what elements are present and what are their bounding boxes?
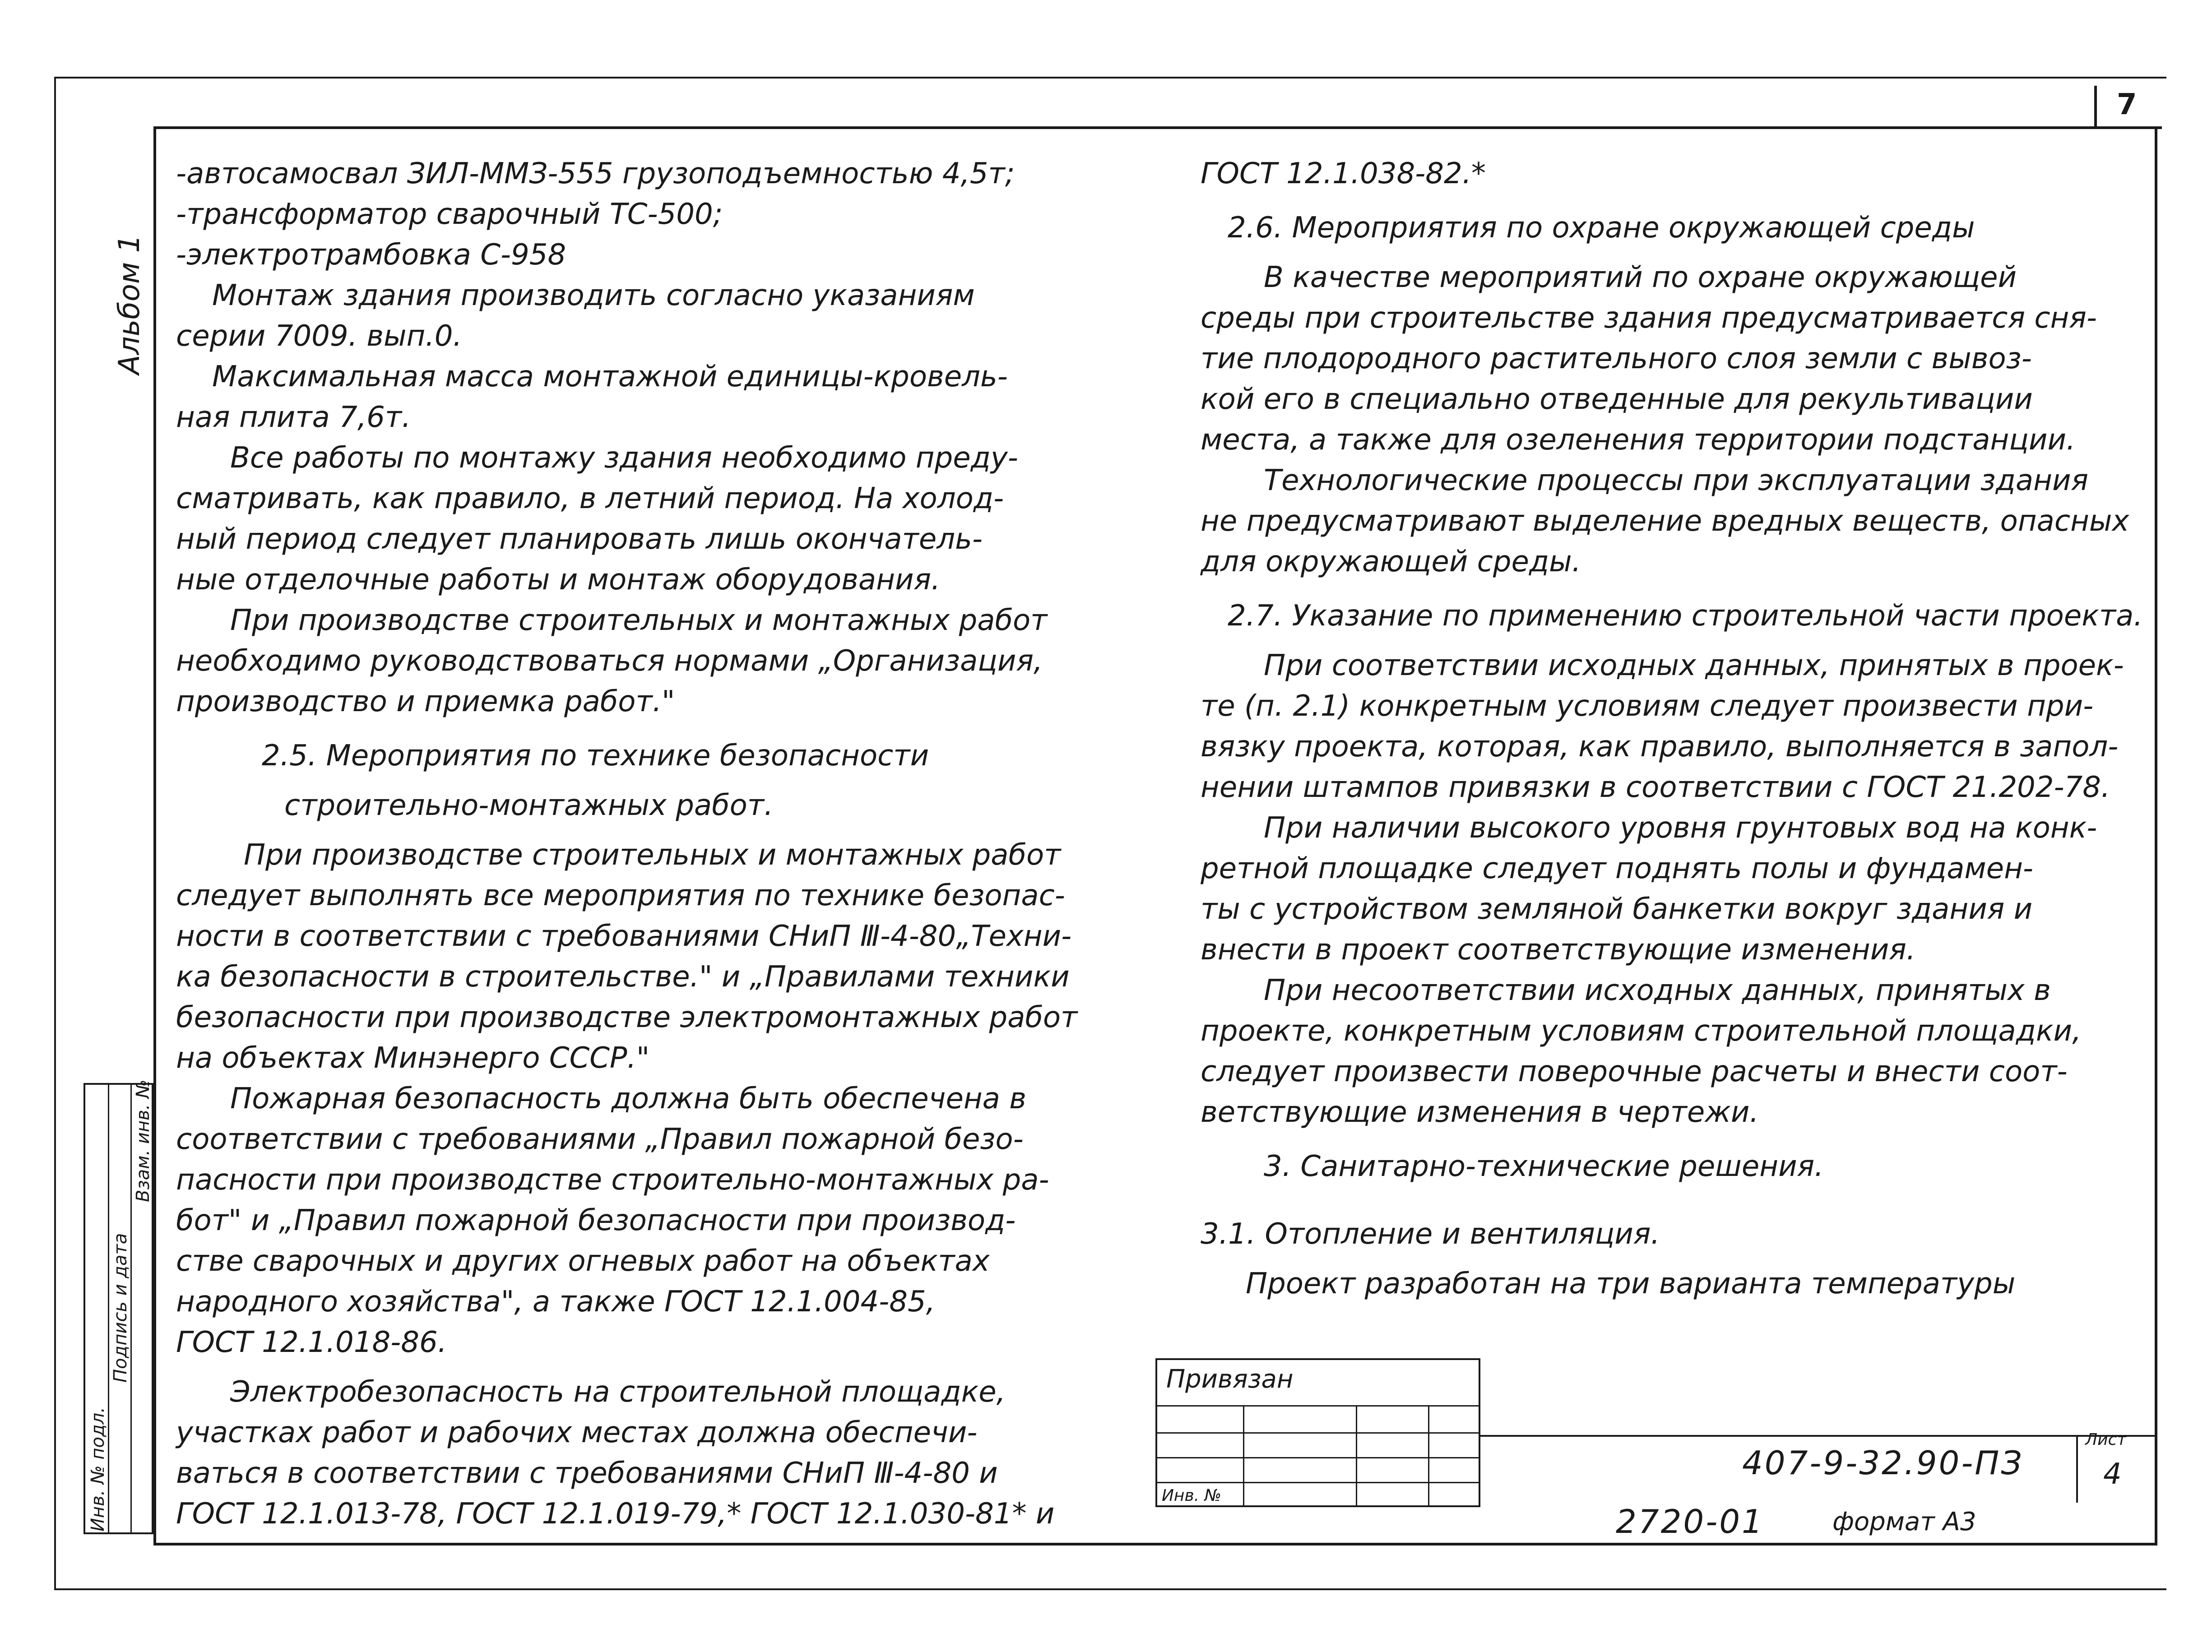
- text-line: проекте, конкретным условиям строительной площадки,: [1201, 1014, 2082, 1048]
- text-line: следует выполнять все мероприятия по технике безопас-: [176, 879, 1065, 912]
- text-line: ретной площадке следует поднять полы и фундамен-: [1201, 852, 2033, 885]
- text-line: участках работ и рабочих местах должна обеспечи-: [176, 1416, 978, 1449]
- stamp-row-line: [1157, 1405, 1479, 1407]
- side-stamp: [83, 1079, 153, 1534]
- stamp-col-line: [1356, 1405, 1357, 1505]
- section-heading: 3. Санитарно-технические решения.: [1264, 1150, 1824, 1183]
- text-line: ты с устройством земляной банкетки вокруг здания и: [1201, 893, 2033, 926]
- text-line: Все работы по монтажу здания необходимо преду-: [230, 441, 1018, 475]
- text-line: ка безопасности в строительстве." и „Правилами техники: [176, 960, 1070, 994]
- section-heading: 3.1. Отопление и вентиляция.: [1201, 1217, 1660, 1251]
- text-line: народного хозяйства", а также ГОСТ 12.1.004-85,: [176, 1285, 936, 1319]
- text-line: пасности при производстве строительно-монтажных ра-: [176, 1163, 1049, 1197]
- binding-label: Привязан: [1166, 1365, 1294, 1394]
- text-line: ГОСТ 12.1.038-82.*: [1201, 157, 1486, 190]
- sheet-label: Лист: [2085, 1430, 2127, 1449]
- text-line: Проект разработан на три варианта температуры: [1246, 1267, 2016, 1300]
- text-line: ГОСТ 12.1.013-78, ГОСТ 12.1.019-79,* ГОСТ 12.1.030-81* и: [176, 1497, 1055, 1531]
- stamp-col-line: [1243, 1405, 1244, 1505]
- text-line: ные отделочные работы и монтаж оборудования.: [176, 563, 941, 597]
- text-line: соответствии с требованиями „Правил пожарной безо-: [176, 1123, 1024, 1156]
- text-line: Технологические процессы при эксплуатации здания: [1264, 464, 2089, 497]
- page-number: 7: [2117, 88, 2137, 121]
- text-line: -электротрамбовка С-958: [176, 238, 566, 272]
- text-line: среды при строительстве здания предусматривается сня-: [1201, 301, 2097, 335]
- text-line: ный период следует планировать лишь окончатель-: [176, 523, 983, 556]
- text-line: тие плодородного растительного слоя земли с вывоз-: [1201, 342, 2032, 375]
- text-line: Монтаж здания производить согласно указаниям: [212, 279, 975, 312]
- album-label: Альбом 1: [113, 234, 146, 375]
- text-line: серии 7009. вып.0.: [176, 319, 462, 353]
- text-line: бот" и „Правил пожарной безопасности при производ-: [176, 1204, 1016, 1237]
- text-line: В качестве мероприятий по охране окружающей: [1264, 261, 2017, 294]
- text-line: -автосамосвал ЗИЛ-ММЗ-555 грузоподъемностью 4,5т;: [176, 157, 1015, 190]
- inventory-label: Инв. №: [1162, 1486, 1222, 1505]
- text-line: При производстве строительных и монтажных работ: [230, 604, 1048, 637]
- text-line: -трансформатор сварочный ТС-500;: [176, 198, 723, 231]
- format-label: формат А3: [1832, 1507, 1976, 1536]
- text-line: внести в проект соответствующие изменения.: [1201, 933, 1916, 967]
- left-border-line: [54, 77, 56, 1590]
- text-line: кой его в специально отведенные для рекультивации: [1201, 383, 2033, 416]
- text-line: вязку проекта, которая, как правило, выполняется в запол-: [1201, 730, 2119, 764]
- text-line: не предусматривают выделение вредных веществ, опасных: [1201, 504, 2129, 538]
- right-text-column: [1201, 153, 2143, 1304]
- text-line: сматривать, как правило, в летний период. На холод-: [176, 482, 1004, 515]
- text-line: для окружающей среды.: [1201, 545, 1581, 578]
- document-code: 407-9-32.90-ПЗ: [1742, 1444, 2024, 1482]
- text-line: производство и приемка работ.": [176, 685, 675, 718]
- text-line: При соответствии исходных данных, принятых в проек-: [1264, 649, 2124, 682]
- top-border-line: [54, 77, 2166, 79]
- section-heading: 2.5. Мероприятия по технике безопасности: [262, 739, 929, 773]
- text-line: ваться в соответствии с требованиями СНиП Ⅲ-4-80 и: [176, 1457, 998, 1490]
- text-line: ветствующие изменения в чертежи.: [1201, 1096, 1759, 1129]
- text-line: необходимо руководствоваться нормами „Организация,: [176, 644, 1043, 678]
- text-line: нении штампов привязки в соответствии с ГОСТ 21.202-78.: [1201, 771, 2110, 804]
- text-line: ГОСТ 12.1.018-86.: [176, 1326, 447, 1359]
- text-line: на объектах Минэнерго СССР.": [176, 1041, 650, 1075]
- text-line: ная плита 7,6т.: [176, 401, 411, 434]
- stamp-row-line: [1157, 1457, 1479, 1458]
- sheet-number: 4: [2103, 1458, 2122, 1491]
- stamp-row-line: [1157, 1482, 1479, 1483]
- text-line: ности в соответствии с требованиями СНиП Ⅲ-4-80„Техни-: [176, 920, 1072, 953]
- binding-stamp: [1155, 1358, 1480, 1507]
- text-line: Максимальная масса монтажной единицы-кровель-: [212, 360, 1008, 393]
- text-line: Пожарная безопасность должна быть обеспечена в: [230, 1082, 1026, 1115]
- stamp-side-label: Взам. инв. №: [133, 1079, 153, 1202]
- text-line: те (п. 2.1) конкретным условиям следует произвести при-: [1201, 689, 2094, 723]
- text-line: стве сварочных и других огневых работ на объектах: [176, 1245, 990, 1278]
- text-line: При несоответствии исходных данных, принятых в: [1264, 974, 2051, 1007]
- text-line: При производстве строительных и монтажных работ: [244, 838, 1061, 872]
- text-line: При наличии высокого уровня грунтовых вод на конк-: [1264, 811, 2097, 845]
- stamp-col-line: [1428, 1405, 1429, 1505]
- stamp-row-line: [1157, 1432, 1479, 1434]
- left-text-column: [176, 153, 1124, 1534]
- section-heading: строительно-монтажных работ.: [284, 789, 774, 822]
- section-heading: 2.7. Указание по применению строительной части проекта.: [1228, 599, 2143, 633]
- text-line: места, а также для озеленения территории подстанции.: [1201, 423, 2076, 457]
- stamp-side-label: Подпись и дата: [110, 1233, 131, 1383]
- bottom-code: 2720-01: [1616, 1503, 1764, 1541]
- text-line: следует произвести поверочные расчеты и внести соот-: [1201, 1055, 2068, 1088]
- text-line: безопасности при производстве электромонтажных работ: [176, 1001, 1078, 1034]
- bottom-border-line: [54, 1588, 2166, 1590]
- title-block-line: [1480, 1435, 2157, 1437]
- stamp-side-label: Инв. № подл.: [88, 1407, 108, 1532]
- section-heading: 2.6. Мероприятия по охране окружающей среды: [1228, 211, 1975, 245]
- text-line: Электробезопасность на строительной площадке,: [230, 1375, 1006, 1409]
